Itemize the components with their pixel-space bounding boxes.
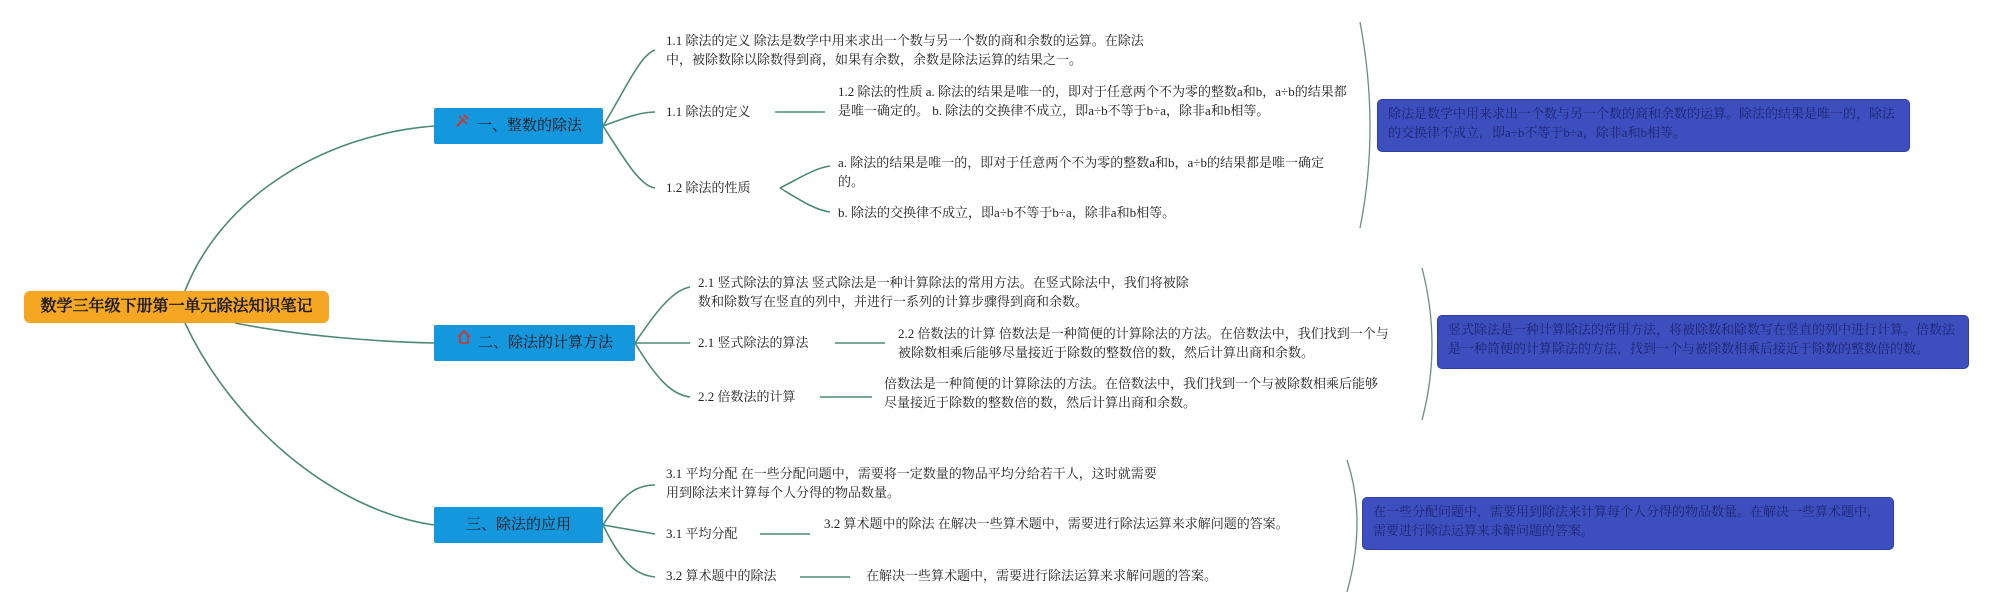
branch-calc-methods[interactable]	[434, 325, 635, 361]
home-icon	[456, 323, 472, 359]
subleaf-property-a[interactable]: a. 除法的结果是唯一的，即对于任意两个不为零的整数a和b，a÷b的结果都是唯一确定的。	[838, 155, 1324, 189]
leaf-arithmetic-division[interactable]: 3.2 算术题中的除法	[666, 568, 777, 583]
leaf-even-distribution-detail[interactable]: 3.1 平均分配 在一些分配问题中，需要将一定数量的物品平均分给若干人，这时就需要用到除法来计算每个人分得的物品数量。	[666, 466, 1157, 500]
leaf-definition-detail[interactable]: 1.1 除法的定义 除法是数学中用来求出一个数与另一个数的商和余数的运算。在除法中，被除数除以除数得到商，如果有余数，余数是除法运算的结果之一。	[666, 33, 1144, 67]
subleaf-multiple-method-text[interactable]: 倍数法是一种简便的计算除法的方法。在倍数法中，我们找到一个与被除数相乘后能够尽量接近于除数的整数倍的数，然后计算出商和余数。	[884, 376, 1379, 410]
subleaf-properties-detail[interactable]: 1.2 除法的性质 a. 除法的结果是唯一的，即对于任意两个不为零的整数a和b，a÷b的结果都是唯一确定的。 b. 除法的交换律不成立，即a÷b不等于b÷a，除非a和b相等。	[838, 84, 1347, 118]
branch-label: 二、除法的计算方法	[477, 334, 613, 351]
subleaf-property-b[interactable]: b. 除法的交换律不成立，即a÷b不等于b÷a，除非a和b相等。	[838, 205, 1176, 220]
branch-integer-division[interactable]	[434, 108, 603, 144]
leaf-even-distribution[interactable]: 3.1 平均分配	[666, 526, 738, 541]
summary-box-2[interactable]: 竖式除法是一种计算除法的常用方法，将被除数和除数写在竖直的列中进行计算。倍数法是一种简便的计算除法的方法，找到一个与被除数相乘后接近于除数的整数倍的数。	[1437, 315, 1969, 369]
leaf-definition[interactable]: 1.1 除法的定义	[666, 104, 751, 119]
branch-label: 一、整数的除法	[476, 117, 582, 134]
branch-applications[interactable]	[434, 507, 603, 543]
branch-label: 三、除法的应用	[465, 516, 571, 533]
subleaf-arithmetic-detail[interactable]: 3.2 算术题中的除法 在解决一些算术题中，需要进行除法运算来求解问题的答案。	[824, 516, 1289, 531]
subleaf-arithmetic-text[interactable]: 在解决一些算术题中，需要进行除法运算来求解问题的答案。	[866, 568, 1218, 583]
summary-box-3[interactable]: 在一些分配问题中，需要用到除法来计算每个人分得的物品数量。在解决一些算术题中，需要进行除法运算来求解问题的答案。	[1362, 497, 1894, 550]
leaf-long-division[interactable]: 2.1 竖式除法的算法	[698, 335, 809, 350]
summary-box-1[interactable]: 除法是数学中用来求出一个数与另一个数的商和余数的运算。除法的结果是唯一的，除法的交换律不成立，即a÷b不等于b÷a，除非a和b相等。	[1377, 99, 1910, 152]
subleaf-multiple-method-detail[interactable]: 2.2 倍数法的计算 倍数法是一种简便的计算除法的方法。在倍数法中，我们找到一个与被除数相乘后能够尽量接近于除数的整数倍的数，然后计算出商和余数。	[898, 326, 1389, 360]
leaf-long-division-detail[interactable]: 2.1 竖式除法的算法 竖式除法是一种计算除法的常用方法。在竖式除法中，我们将被除数和除数写在竖直的列中，并进行一系列的计算步骤得到商和余数。	[698, 275, 1189, 309]
leaf-multiple-method[interactable]: 2.2 倍数法的计算	[698, 389, 796, 404]
leaf-properties[interactable]: 1.2 除法的性质	[666, 180, 751, 195]
tools-icon	[455, 106, 471, 142]
root-topic[interactable]: 数学三年级下册第一单元除法知识笔记	[24, 291, 329, 323]
